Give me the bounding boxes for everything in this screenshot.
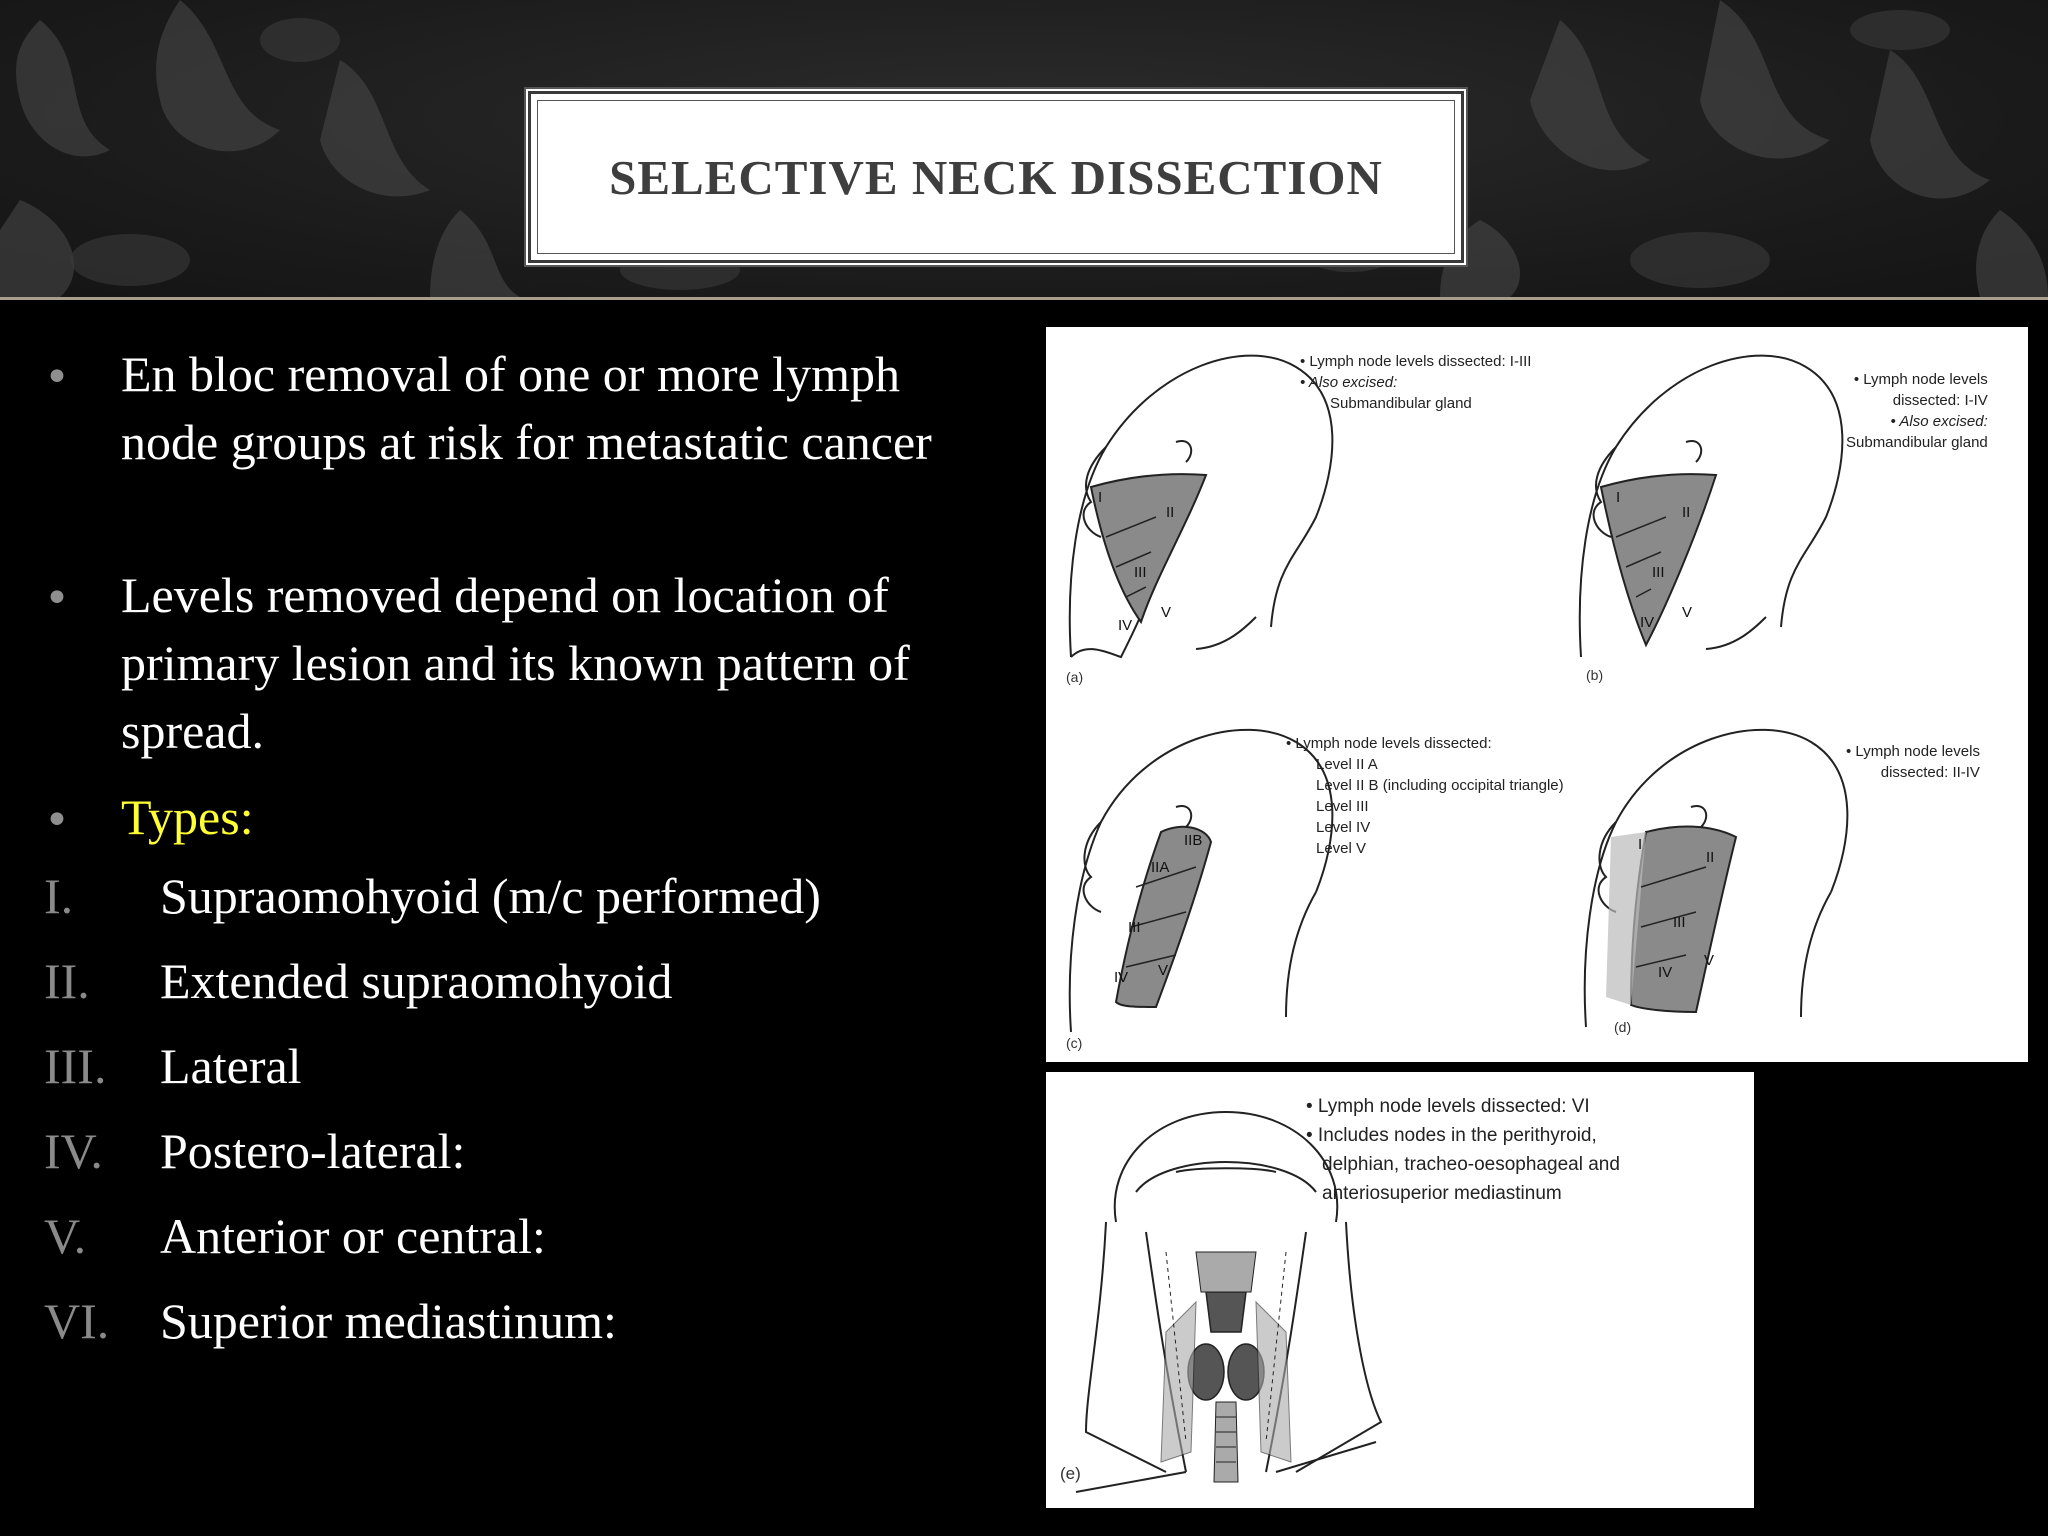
panel-e-label: (e) — [1060, 1464, 1081, 1483]
level-label: III — [1128, 919, 1141, 936]
header-banner — [0, 0, 2048, 297]
level-label: IIA — [1151, 859, 1170, 876]
level-label: IV — [1658, 964, 1673, 981]
bullet-marker: • — [44, 795, 70, 846]
list-numeral: II. — [44, 953, 90, 1009]
list-numeral: IV. — [44, 1123, 103, 1179]
list-numeral: V. — [44, 1208, 87, 1264]
list-item: Superior mediastinum: — [160, 1293, 617, 1349]
level-label: IV — [1640, 614, 1655, 631]
level-label: II — [1706, 849, 1715, 866]
header-divider — [0, 297, 2048, 300]
level-label: V — [1161, 604, 1172, 621]
panel-b-annotation: • Lymph node levels dissected: I-IV • Also excised: Submandibular gland — [1846, 371, 1988, 451]
level-label: II — [1166, 504, 1175, 521]
bullet-text-types: Types: — [121, 789, 254, 845]
bullet-marker: • — [44, 573, 70, 624]
level-label: I — [1638, 836, 1643, 853]
level-label: IV — [1114, 969, 1129, 986]
level-label: III — [1673, 914, 1686, 931]
list-item: Supraomohyoid (m/c performed) — [160, 868, 821, 924]
list-numeral: III. — [44, 1038, 107, 1094]
neck-dissection-figure-a-d — [1046, 327, 2028, 1062]
level-label: III — [1652, 564, 1665, 581]
bullet-marker: • — [44, 352, 70, 403]
slide-title: SELECTIVE NECK DISSECTION — [609, 149, 1383, 205]
level-label: IIB — [1184, 832, 1203, 849]
panel-e-annotation: • Lymph node levels dissected: VI • Includes nodes in the perithyroid, delphian, tracheo-oesophageal and anteriosuperior mediastinum — [1306, 1096, 1620, 1204]
panel-a-annotation: • Lymph node levels dissected: I-III • Also excised: Submandibular gland — [1300, 353, 1532, 412]
list-item: Anterior or central: — [160, 1208, 546, 1264]
level-label: II — [1682, 504, 1691, 521]
title-box — [528, 91, 1464, 263]
level-label: V — [1682, 604, 1693, 621]
neck-dissection-figure-e — [1046, 1072, 1754, 1508]
list-item: Postero-lateral: — [160, 1123, 466, 1179]
level-label: IV — [1118, 617, 1133, 634]
panel-a-label: (a) — [1066, 669, 1084, 685]
level-label: V — [1158, 962, 1169, 979]
list-item: Extended supraomohyoid — [160, 953, 673, 1009]
panel-c-label: (c) — [1066, 1035, 1083, 1051]
list-numeral: VI. — [44, 1293, 110, 1349]
level-label: V — [1704, 952, 1715, 969]
level-label: III — [1134, 564, 1147, 581]
level-label: I — [1616, 489, 1621, 506]
panel-b-label: (b) — [1586, 667, 1604, 683]
bullet-text-2: Levels removed depend on location of primary lesion and its known pattern of spread. — [121, 567, 910, 759]
bullet-text-1: En bloc removal of one or more lymph node groups at risk for metastatic cancer — [121, 346, 932, 470]
list-numeral: I. — [44, 868, 74, 924]
panel-d-label: (d) — [1614, 1019, 1632, 1035]
level-label: I — [1098, 489, 1103, 506]
panel-d-annotation: • Lymph node levels dissected: II-IV — [1846, 743, 1980, 781]
list-item: Lateral — [160, 1038, 302, 1094]
panel-c-annotation: • Lymph node levels dissected: Level II A Level II B (including occipital triangle) Level III Level IV Level V — [1286, 735, 1564, 857]
